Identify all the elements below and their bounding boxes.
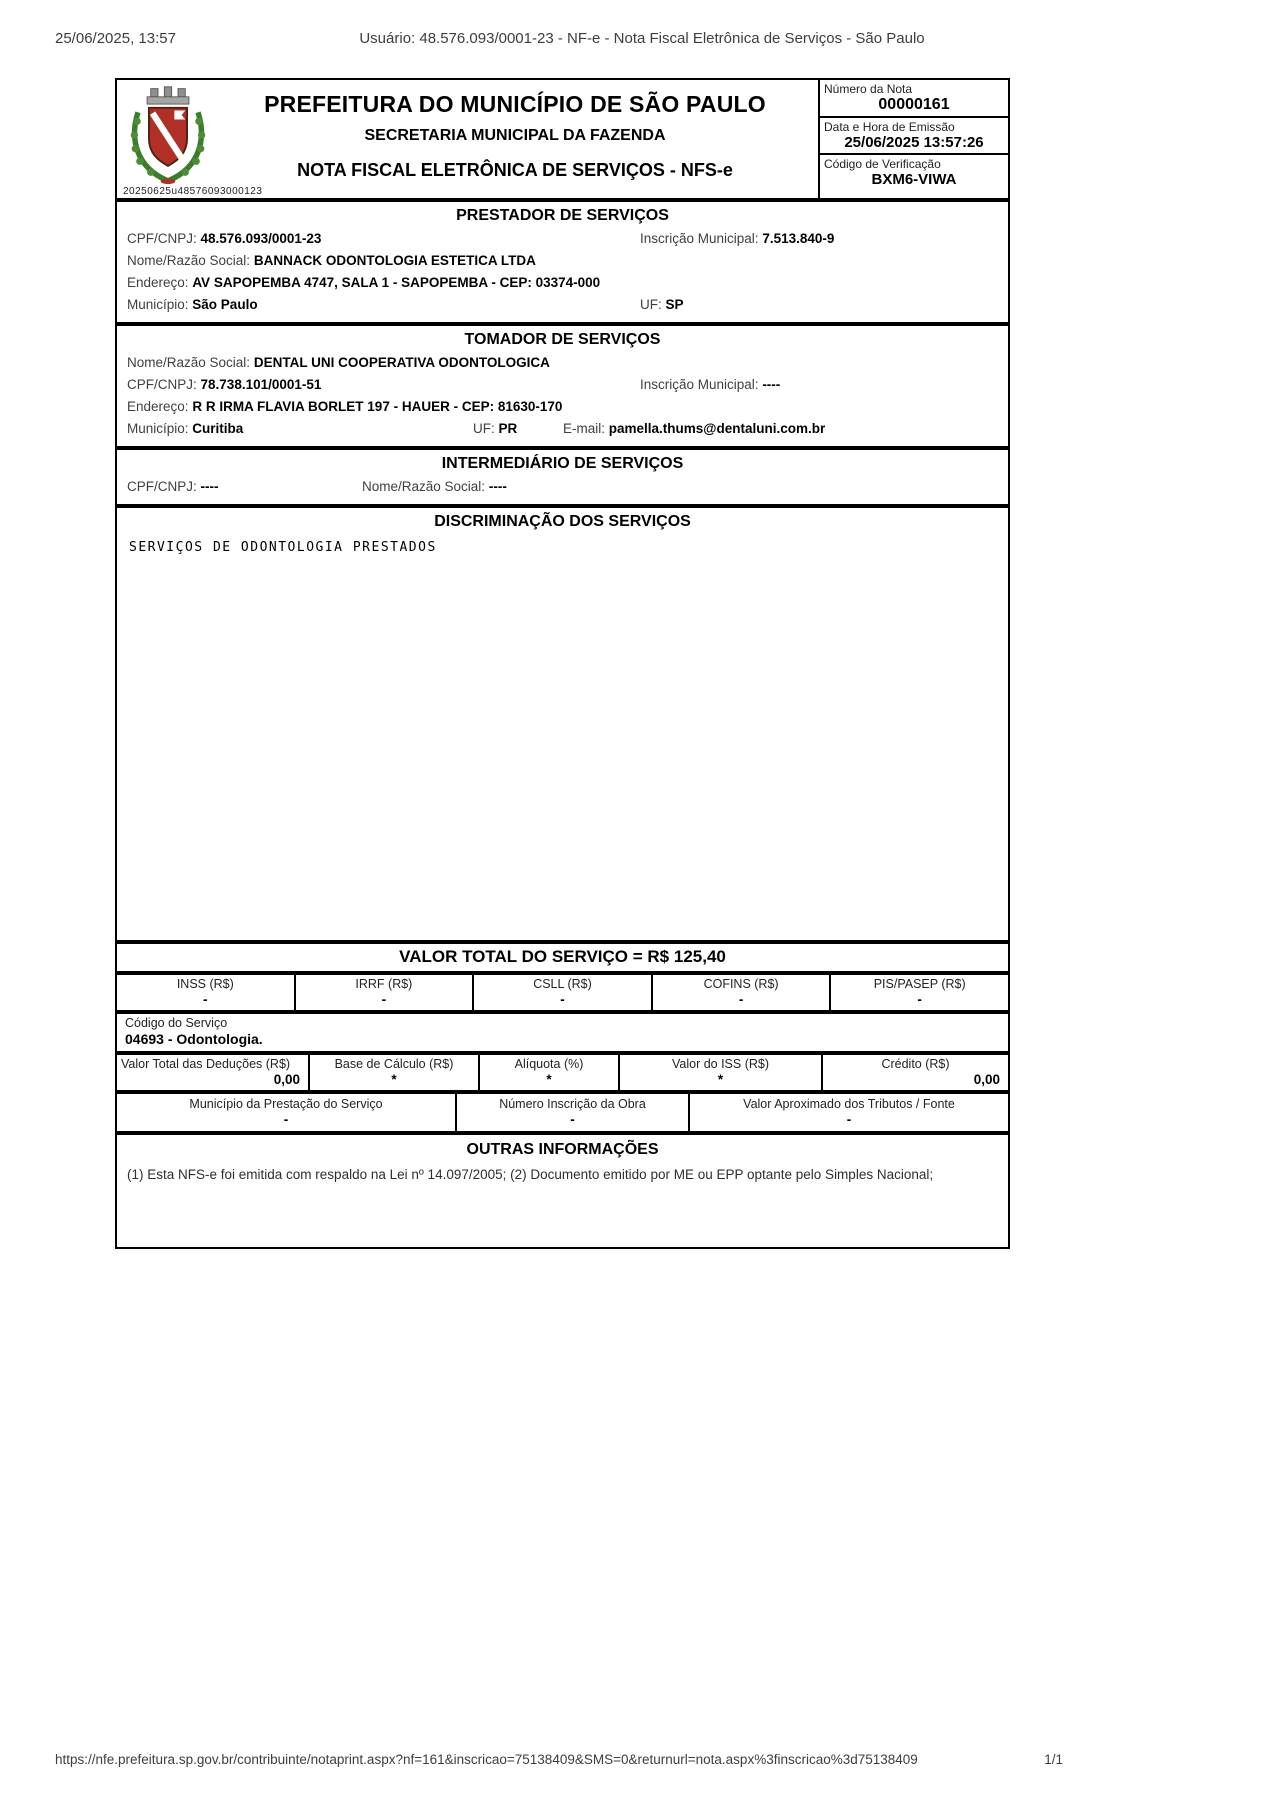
prestador-section — [117, 202, 1008, 322]
emission-label: Data e Hora de Emissão — [824, 120, 955, 134]
field-row — [127, 374, 998, 396]
cpf-cnpj-value: 78.738.101/0001-51 — [200, 376, 322, 392]
print-title: Usuário: 48.576.093/0001-23 - NF-e - Nota Fiscal Eletrônica de Serviços - São Paulo — [359, 30, 925, 47]
deduction-header: Alíquota (%) — [514, 1057, 584, 1071]
tax-header: IRRF (R$) — [355, 977, 413, 991]
uf-label: UF: — [473, 420, 495, 436]
nome-value: DENTAL UNI COOPERATIVA ODONTOLOGICA — [253, 354, 550, 370]
inscricao-municipal-field — [640, 231, 834, 246]
field-row — [127, 396, 998, 418]
tax-header: COFINS (R$) — [703, 977, 779, 991]
tax-column-cofins — [653, 975, 832, 1010]
email-value: pamella.thums@dentaluni.com.br — [608, 420, 826, 436]
emission-datetime: 25/06/2025 13:57:26 — [844, 134, 984, 151]
tax-value: - — [203, 992, 208, 1007]
service-code-section — [117, 1014, 1008, 1051]
extra-value: - — [846, 1112, 852, 1127]
field-row — [127, 294, 998, 316]
discriminacao-section — [117, 508, 1008, 940]
uf-value: SP — [665, 296, 684, 312]
endereco-value: AV SAPOPEMBA 4747, SALA 1 - SAPOPEMBA - CEP: 03374-000 — [192, 274, 601, 290]
inscricao-value: ---- — [762, 376, 781, 392]
inscricao-label: Inscrição Municipal: — [640, 230, 759, 246]
tax-value: - — [381, 992, 387, 1007]
endereco-label: Endereço: — [127, 398, 189, 414]
cpf-cnpj-label: CPF/CNPJ: — [127, 376, 197, 392]
extra-header: Município da Prestação do Serviço — [189, 1097, 383, 1111]
inscricao-value: 7.513.840-9 — [762, 230, 835, 246]
nome-value: BANNACK ODONTOLOGIA ESTETICA LTDA — [253, 252, 536, 268]
aliquota-column — [480, 1055, 620, 1090]
field-row — [127, 418, 998, 440]
print-footer — [55, 1752, 1063, 1767]
inscricao-municipal-field — [640, 377, 780, 392]
valor-iss-column — [620, 1055, 823, 1090]
invoice-titles — [217, 80, 813, 181]
tax-column-irrf — [296, 975, 475, 1010]
deduction-value: * — [391, 1072, 397, 1087]
endereco-value: R R IRMA FLAVIA BORLET 197 - HAUER - CEP: 81630-170 — [192, 398, 563, 414]
tributos-fonte-column — [690, 1094, 1008, 1131]
print-datetime: 25/06/2025, 13:57 — [55, 30, 176, 47]
uf-label: UF: — [640, 296, 662, 312]
service-code-label: Código do Serviço — [125, 1016, 228, 1030]
nome-label: Nome/Razão Social: — [127, 354, 251, 370]
email-label: E-mail: — [563, 420, 606, 436]
nome-value: ---- — [488, 478, 507, 494]
nfse-invoice — [115, 78, 1010, 1249]
uf-field — [473, 421, 517, 436]
invoice-key-number: 20250625u48576093000123 — [123, 186, 263, 197]
deduction-value: 0,00 — [973, 1072, 1000, 1087]
tax-header: PIS/PASEP (R$) — [873, 977, 966, 991]
extra-header: Número Inscrição da Obra — [499, 1097, 646, 1111]
print-url: https://nfe.prefeitura.sp.gov.br/contribuinte/notaprint.aspx?nf=161&inscricao=75138409&SMS=0&returnurl=nota.aspx%3finscricao%3d75138409 — [55, 1752, 918, 1767]
deduction-header: Valor Total das Deduções (R$) — [121, 1057, 291, 1071]
inscricao-obra-column — [457, 1094, 690, 1131]
inscricao-label: Inscrição Municipal: — [640, 376, 759, 392]
deduction-value: * — [546, 1072, 552, 1087]
email-field — [563, 421, 825, 436]
base-calculo-column — [310, 1055, 480, 1090]
deduction-value: * — [717, 1072, 724, 1087]
other-info-title: OUTRAS INFORMAÇÕES — [466, 1141, 659, 1158]
uf-value: PR — [498, 420, 518, 436]
intermediario-section — [117, 450, 1008, 504]
deduction-header: Crédito (R$) — [881, 1057, 950, 1071]
municipio-label: Município: — [127, 420, 189, 436]
tax-column-inss — [117, 975, 296, 1010]
invoice-header — [117, 80, 1008, 198]
field-row — [127, 352, 998, 374]
field-row — [127, 476, 998, 498]
prestador-title: PRESTADOR DE SERVIÇOS — [456, 207, 669, 224]
nota-number-label: Número da Nota — [824, 82, 913, 96]
field-row — [127, 272, 998, 294]
endereco-label: Endereço: — [127, 274, 189, 290]
city-title: PREFEITURA DO MUNICÍPIO DE SÃO PAULO — [264, 91, 766, 117]
deductions-column — [117, 1055, 310, 1090]
page-number: 1/1 — [1044, 1752, 1063, 1767]
secretary-title: SECRETARIA MUNICIPAL DA FAZENDA — [364, 127, 666, 144]
field-row — [127, 228, 998, 250]
extra-value: - — [283, 1112, 289, 1127]
credito-column — [823, 1055, 1008, 1090]
tax-header: CSLL (R$) — [533, 977, 592, 991]
service-code-value: 04693 - Odontologia. — [125, 1031, 263, 1047]
municipio-label: Município: — [127, 296, 189, 312]
deduction-value: 0,00 — [273, 1072, 300, 1087]
nome-label: Nome/Razão Social: — [127, 252, 251, 268]
deduction-header: Base de Cálculo (R$) — [334, 1057, 454, 1071]
intermediario-title: INTERMEDIÁRIO DE SERVIÇOS — [441, 455, 684, 472]
tax-header: INSS (R$) — [176, 977, 234, 991]
tax-column-pis-pasep — [831, 975, 1008, 1010]
document-title: NOTA FISCAL ELETRÔNICA DE SERVIÇOS - NFS-e — [297, 160, 733, 180]
deduction-header: Valor do ISS (R$) — [671, 1057, 770, 1071]
tax-value: - — [560, 992, 565, 1007]
cpf-cnpj-value: ---- — [200, 478, 219, 494]
cpf-cnpj-label: CPF/CNPJ: — [127, 478, 197, 494]
other-info-section — [117, 1135, 1008, 1247]
nota-number: 00000161 — [878, 96, 950, 113]
extra-info-table — [117, 1094, 1008, 1131]
verification-code: BXM6-VIWA — [871, 171, 957, 188]
municipio-prestacao-column — [117, 1094, 457, 1131]
nome-field — [362, 479, 507, 494]
tax-table — [117, 975, 1008, 1010]
nota-info-box — [818, 80, 1008, 198]
nome-label: Nome/Razão Social: — [362, 478, 486, 494]
other-info-text: (1) Esta NFS-e foi emitida com respaldo na Lei nº 14.097/2005; (2) Documento emitido por ME ou EPP optante pelo Simples Nacional; — [127, 1167, 934, 1182]
cpf-cnpj-label: CPF/CNPJ: — [127, 230, 197, 246]
field-row — [127, 250, 998, 272]
verification-label: Código de Verificação — [824, 157, 941, 171]
tax-value: - — [738, 992, 744, 1007]
tax-column-csll — [474, 975, 653, 1010]
print-header — [0, 0, 1284, 78]
tax-value: - — [917, 992, 922, 1007]
total-value-band: VALOR TOTAL DO SERVIÇO = R$ 125,40 — [399, 947, 726, 966]
extra-header: Valor Aproximado dos Tributos / Fonte — [743, 1097, 955, 1111]
deductions-table — [117, 1055, 1008, 1090]
cpf-cnpj-value: 48.576.093/0001-23 — [200, 230, 322, 246]
uf-field — [640, 297, 684, 312]
extra-value: - — [570, 1112, 575, 1127]
tomador-title: TOMADOR DE SERVIÇOS — [464, 331, 661, 348]
municipio-value: Curitiba — [192, 420, 244, 436]
tomador-section — [117, 326, 1008, 446]
discriminacao-title: DISCRIMINAÇÃO DOS SERVIÇOS — [434, 513, 691, 530]
service-description-text: SERVIÇOS DE ODONTOLOGIA PRESTADOS — [129, 540, 437, 555]
sao-paulo-coat-of-arms-icon — [125, 85, 211, 185]
municipio-value: São Paulo — [192, 296, 258, 312]
